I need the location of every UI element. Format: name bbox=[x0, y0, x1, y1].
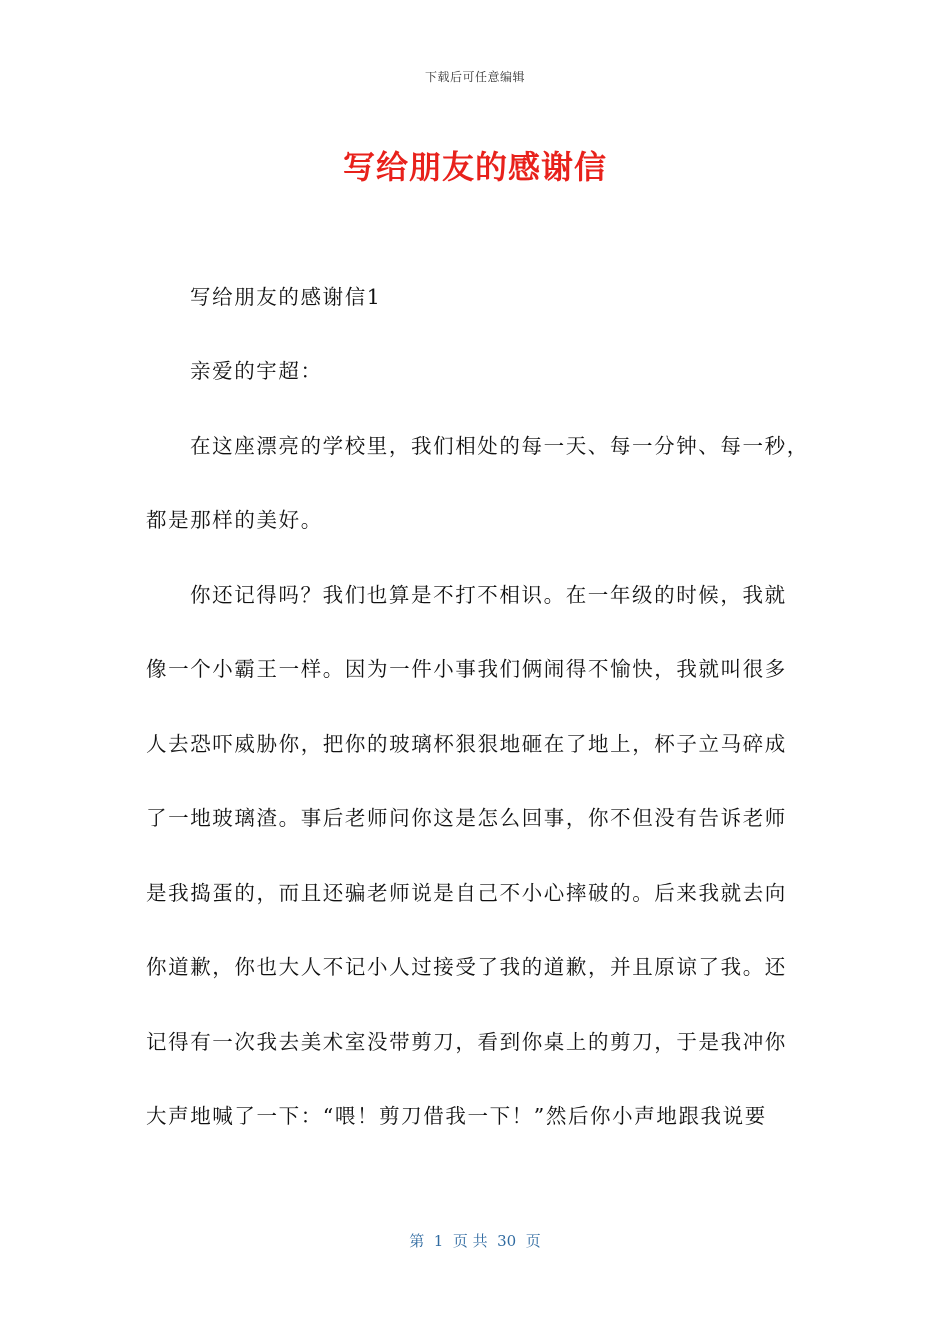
paragraph-line: 记得有一次我去美术室没带剪刀，看到你桌上的剪刀，于是我冲你 bbox=[146, 1030, 787, 1054]
salutation: 亲爱的宇超： bbox=[190, 359, 323, 383]
paragraph-line: 你道歉，你也大人不记小人过接受了我的道歉，并且原谅了我。还 bbox=[146, 955, 787, 979]
paragraph-line: 了一地玻璃渣。事后老师问你这是怎么回事，你不但没有告诉老师 bbox=[146, 806, 787, 830]
paragraph-line: 你还记得吗？我们也算是不打不相识。在一年级的时候，我就 bbox=[190, 583, 787, 607]
page-footer: 第 1 页 共 30 页 bbox=[409, 1232, 541, 1250]
paragraph-line: 大声地喊了一下：“喂！剪刀借我一下！”然后你小声地跟我说要 bbox=[146, 1104, 767, 1128]
paragraph-line: 人去恐吓威胁你，把你的玻璃杯狠狠地砸在了地上，杯子立马碎成 bbox=[146, 732, 787, 756]
paragraph-line: 在这座漂亮的学校里，我们相处的每一天、每一分钟、每一秒， bbox=[190, 434, 809, 458]
section-heading: 写给朋友的感谢信1 bbox=[190, 285, 382, 309]
document-title: 写给朋友的感谢信 bbox=[342, 148, 607, 186]
paragraph-line: 都是那样的美好。 bbox=[146, 508, 323, 532]
paragraph-line: 像一个小霸王一样。因为一件小事我们俩闹得不愉快，我就叫很多 bbox=[146, 657, 787, 681]
header-note: 下载后可任意编辑 bbox=[424, 70, 525, 84]
paragraph-line: 是我捣蛋的，而且还骗老师说是自己不小心摔破的。后来我就去向 bbox=[146, 881, 787, 905]
